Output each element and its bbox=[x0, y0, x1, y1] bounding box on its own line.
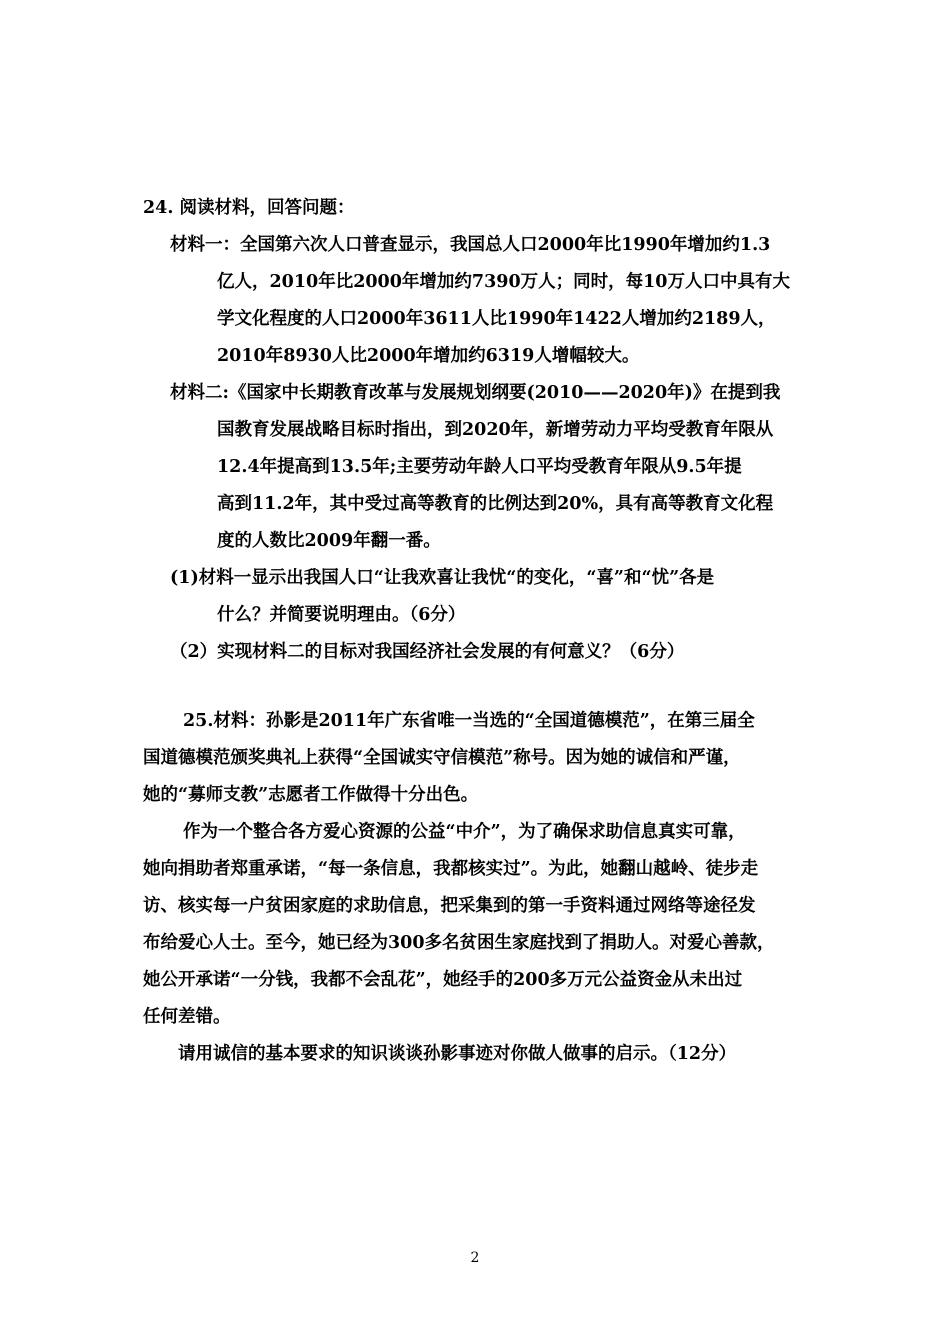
q25-paragraph1-line3: 她的“募师支教”志愿者工作做得十分出色。 bbox=[143, 785, 479, 805]
q24-question1-line2: 什么？并简要说明理由。（6分） bbox=[217, 605, 466, 625]
q25-question: 请用诚信的基本要求的知识谈谈孙影事迹对你做人做事的启示。（12分） bbox=[178, 1044, 737, 1064]
q24-material2-line4: 高到11.2年，其中受过高等教育的比例达到20%，具有高等教育文化程 bbox=[217, 494, 774, 514]
q25-paragraph2-line1: 作为一个整合各方爱心资源的公益“中介”，为了确保求助信息真实可靠， bbox=[183, 822, 746, 842]
q24-material1-line1: 材料一：全国第六次人口普查显示，我国总人口2000年比1990年增加约1.3 bbox=[170, 235, 771, 255]
q25-paragraph1-line1: 25.材料：孙影是2011年广东省唯一当选的“全国道德模范”，在第三届全 bbox=[183, 711, 755, 731]
q24-material2-line2: 国教育发展战略目标时指出，到2020年，新增劳动力平均受教育年限从 bbox=[217, 420, 774, 440]
q25-paragraph1-line2: 国道德模范颁奖典礼上获得“全国诚实守信模范”称号。因为她的诚信和严谨， bbox=[143, 748, 741, 768]
q24-material2-line5: 度的人数比2009年翻一番。 bbox=[217, 531, 441, 551]
q25-paragraph2-line2: 她向捐助者郑重承诺，“每一条信息，我都核实过”。为此，她翻山越岭、徒步走 bbox=[143, 859, 759, 879]
q24-heading: 24. 阅读材料，回答问题： bbox=[143, 198, 355, 218]
q25-paragraph2-line6: 任何差错。 bbox=[143, 1007, 231, 1027]
q24-material2-line3: 12.4年提高到13.5年;主要劳动年龄人口平均受教育年限从9.5年提 bbox=[217, 457, 742, 477]
q24-material1-line4: 2010年8930人比2000年增加约6319人增幅较大。 bbox=[217, 346, 640, 366]
q24-question2: （2）实现材料二的目标对我国经济社会发展的有何意义？（6分） bbox=[170, 642, 685, 662]
q25-paragraph2-line4: 布给爱心人士。至今，她已经为300多名贫困生家庭找到了捐助人。对爱心善款， bbox=[143, 933, 775, 953]
q24-question1-line1: (1)材料一显示出我国人口“让我欢喜让我忧“的变化，“喜”和“忧”各是 bbox=[170, 568, 715, 588]
q24-material1-line2: 亿人，2010年比2000年增加约7390万人；同时，每10万人口中具有大 bbox=[217, 272, 790, 292]
q25-paragraph2-line3: 访、核实每一户贫困家庭的求助信息，把采集到的第一手资料通过网络等途径发 bbox=[143, 896, 756, 916]
page-number: 2 bbox=[470, 1250, 480, 1266]
q25-paragraph2-line5: 她公开承诺“一分钱，我都不会乱花”，她经手的200多万元公益资金从未出过 bbox=[143, 970, 743, 990]
q24-material1-line3: 学文化程度的人口2000年3611人比1990年1422人增加约2189人， bbox=[217, 309, 776, 329]
q24-material2-line1: 材料二:《国家中长期教育改革与发展规划纲要(2010——2020年)》在提到我 bbox=[170, 383, 781, 403]
